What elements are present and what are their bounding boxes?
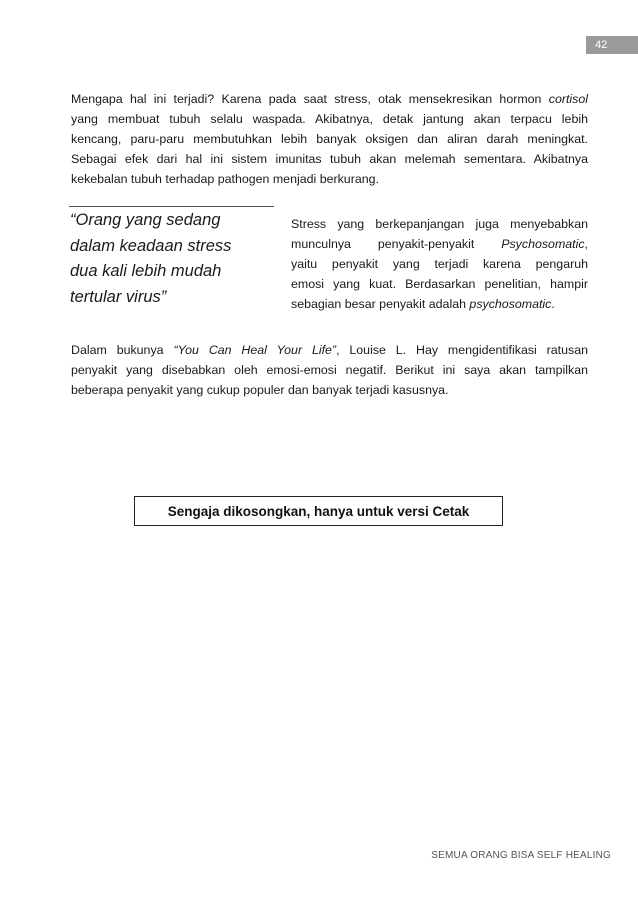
paragraph-line: yaitu penyakit yang terjadi karena pengaruh (291, 257, 588, 271)
paragraph-line: penyakit yang disebabkan oleh emosi-emosi negatif. Berikut ini saya akan tampilkan (71, 363, 588, 377)
pull-quote-line: dalam keadaan stress (70, 236, 232, 255)
paragraph-stress-effects (71, 89, 588, 189)
pull-quote-line: tertular virus” (70, 287, 167, 306)
paragraph-line: Dalam bukunya “You Can Heal Your Life”, Louise L. Hay mengidentifikasi ratusan (71, 343, 588, 357)
page-number-badge (586, 36, 638, 54)
print-only-notice (134, 496, 503, 526)
paragraph-psychosomatic (291, 214, 588, 314)
paragraph-line: munculnya penyakit-penyakit Psychosomatic, (291, 237, 588, 251)
paragraph-line: Stress yang berkepanjangan juga menyebabkan (291, 217, 588, 231)
paragraph-line: yang membuat tubuh selalu waspada. Akibatnya, detak jantung akan terpacu lebih (71, 112, 588, 126)
pull-quote-divider (69, 206, 274, 207)
paragraph-line: emosi yang kuat. Berdasarkan penelitian, hampir (291, 277, 588, 291)
print-only-notice-text: Sengaja dikosongkan, hanya untuk versi Cetak (167, 503, 470, 519)
paragraph-line: kekebalan tubuh terhadap pathogen menjadi berkurang. (71, 172, 379, 186)
paragraph-line: Mengapa hal ini terjadi? Karena pada saat stress, otak mensekresikan hormon cortisol (71, 92, 588, 106)
paragraph-line: Sebagai efek dari hal ini sistem imunitas tubuh akan melemah sementara. Akibatnya (71, 152, 588, 166)
paragraph-louise-hay (71, 340, 588, 400)
pull-quote-line: dua kali lebih mudah (70, 262, 222, 280)
pull-quote (70, 208, 275, 310)
paragraph-line: sebagian besar penyakit adalah psychosomatic. (291, 297, 555, 311)
pull-quote-line: “Orang yang sedang (70, 211, 221, 229)
paragraph-line: kencang, paru-paru membutuhkan lebih banyak oksigen dan aliran darah meningkat. (71, 132, 588, 146)
book-title-footer: SEMUA ORANG BISA SELF HEALING (431, 850, 611, 861)
page-number: 42 (595, 39, 608, 51)
paragraph-line: beberapa penyakit yang cukup populer dan banyak terjadi kasusnya. (71, 383, 449, 397)
